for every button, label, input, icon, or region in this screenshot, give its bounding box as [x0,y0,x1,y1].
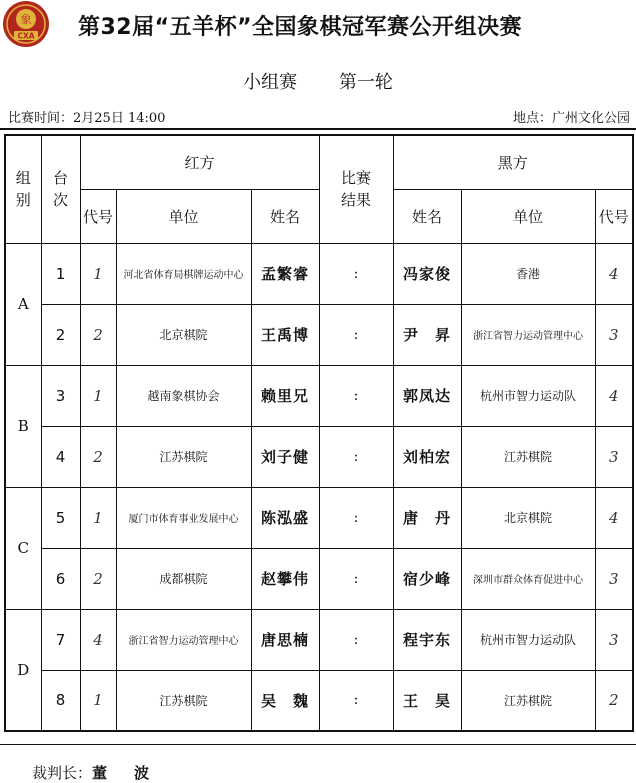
black-name-header: 姓名 [393,189,461,243]
red-player-name: 赵攀伟 [251,548,319,609]
red-code: 1 [80,670,116,731]
red-player-name: 孟繁睿 [251,243,319,304]
black-player-name: 冯家俊 [393,243,461,304]
red-unit-header: 单位 [116,189,251,243]
black-unit: 江苏棋院 [461,426,595,487]
red-unit: 成都棋院 [116,548,251,609]
black-code: 3 [595,548,633,609]
table-number: 5 [41,487,80,548]
black-code: 4 [595,487,633,548]
red-unit: 浙江省智力运动管理中心 [116,609,251,670]
group-label: B [5,365,41,487]
red-player-name: 刘子健 [251,426,319,487]
red-code: 2 [80,304,116,365]
black-code: 3 [595,609,633,670]
table-number: 6 [41,548,80,609]
red-player-name: 吴 魏 [251,670,319,731]
match-result: : [319,243,393,304]
table-number: 4 [41,426,80,487]
red-player-name: 赖里兄 [251,365,319,426]
venue-value: 广州文化公园 [551,111,630,126]
black-player-name: 宿少峰 [393,548,461,609]
red-code: 2 [80,426,116,487]
red-unit: 厦门市体育事业发展中心 [116,487,251,548]
red-code: 2 [80,548,116,609]
black-code: 3 [595,304,633,365]
venue-label: 地点： [512,111,552,126]
round-label: 第一轮 [338,72,393,93]
black-player-name: 刘柏宏 [393,426,461,487]
svg-text:象: 象 [20,13,32,26]
match-result: : [319,365,393,426]
black-player-name: 王 昊 [393,670,461,731]
black-unit: 北京棋院 [461,487,595,548]
table-number-header: 台次 [41,135,80,243]
pairing-table [4,134,634,732]
red-name-header: 姓名 [251,189,319,243]
match-result: : [319,548,393,609]
referee-name: 董 波 [92,764,156,782]
association-logo [2,0,50,48]
table-number: 3 [41,365,80,426]
table-row [5,487,633,548]
group-label: D [5,609,41,731]
time-value: 2月25日 14:00 [73,111,166,126]
black-code-header: 代号 [595,189,633,243]
table-row [5,548,633,609]
red-code: 1 [80,487,116,548]
top-divider [0,128,636,130]
red-side-header: 红方 [80,135,319,189]
red-code: 4 [80,609,116,670]
black-unit: 杭州市智力运动队 [461,609,595,670]
match-result: : [319,487,393,548]
black-side-header: 黑方 [393,135,633,189]
table-row [5,365,633,426]
black-unit: 江苏棋院 [461,670,595,731]
red-player-name: 唐思楠 [251,609,319,670]
red-code: 1 [80,365,116,426]
match-result: : [319,609,393,670]
black-code: 4 [595,243,633,304]
table-row [5,426,633,487]
black-code: 3 [595,426,633,487]
table-row [5,243,633,304]
match-result: : [319,426,393,487]
black-unit: 香港 [461,243,595,304]
page-title: 第32届“五羊杯”全国象棋冠军赛公开组决赛 [78,15,523,40]
bottom-divider [0,744,636,745]
match-time [8,107,165,126]
red-code-header: 代号 [80,189,116,243]
black-code: 4 [595,365,633,426]
red-unit: 江苏棋院 [116,426,251,487]
group-label: C [5,487,41,609]
black-player-name: 唐 丹 [393,487,461,548]
venue [513,107,630,126]
table-number: 7 [41,609,80,670]
black-player-name: 郭凤达 [393,365,461,426]
red-code: 1 [80,243,116,304]
table-number: 1 [41,243,80,304]
black-player-name: 程宇东 [393,609,461,670]
table-number: 2 [41,304,80,365]
black-unit: 浙江省智力运动管理中心 [461,304,595,365]
round-subtitle [0,68,636,94]
match-result: : [319,670,393,731]
stage-label: 小组赛 [243,72,298,93]
black-code: 2 [595,670,633,731]
red-player-name: 陈泓盛 [251,487,319,548]
match-result: : [319,304,393,365]
table-number: 8 [41,670,80,731]
table-row [5,304,633,365]
chief-referee [32,762,155,783]
logo-text: CXA [17,31,35,41]
red-unit: 河北省体育局棋牌运动中心 [116,243,251,304]
referee-label: 裁判长： [32,764,93,782]
red-unit: 江苏棋院 [116,670,251,731]
result-header: 比赛结果 [319,135,393,243]
table-row [5,670,633,731]
black-unit: 深圳市群众体育促进中心 [461,548,595,609]
time-label: 比赛时间： [8,111,74,126]
black-unit-header: 单位 [461,189,595,243]
red-unit: 越南象棋协会 [116,365,251,426]
black-player-name: 尹 昇 [393,304,461,365]
black-unit: 杭州市智力运动队 [461,365,595,426]
table-row [5,609,633,670]
red-unit: 北京棋院 [116,304,251,365]
red-player-name: 王禹博 [251,304,319,365]
group-header: 组别 [5,135,41,243]
group-label: A [5,243,41,365]
